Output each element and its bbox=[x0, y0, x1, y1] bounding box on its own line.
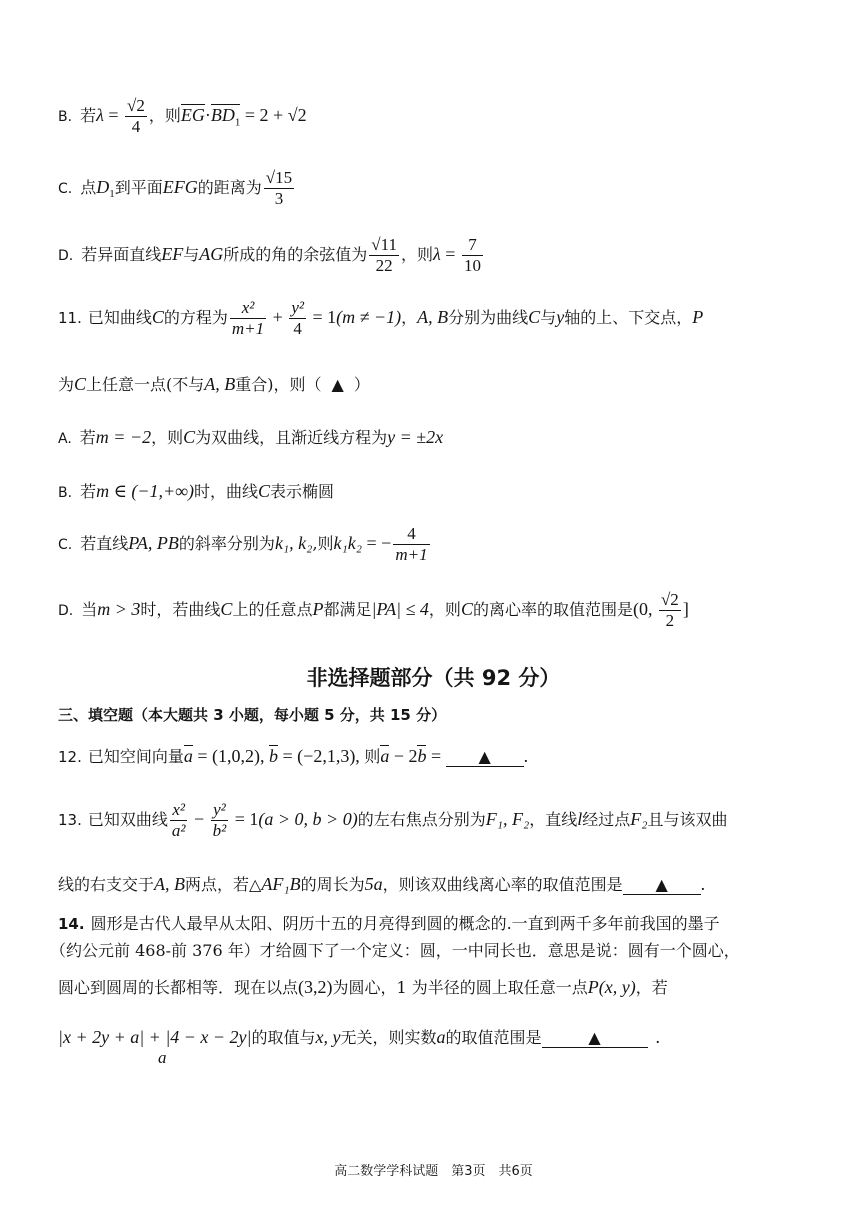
curve-c: C bbox=[74, 374, 87, 394]
q10-option-d bbox=[58, 235, 485, 276]
q14-line3 bbox=[58, 976, 668, 999]
math: k₁k₂ bbox=[333, 533, 363, 553]
text: 若直线 bbox=[80, 534, 129, 553]
subscript: 1 bbox=[109, 188, 115, 201]
text: ，则 bbox=[148, 106, 181, 125]
math: |PA| ≤ 4 bbox=[371, 599, 429, 619]
text: 轴的上、下交点， bbox=[564, 308, 693, 327]
q10-option-c bbox=[58, 168, 296, 209]
line-ef: EF bbox=[161, 244, 184, 264]
text: 为圆心，1 为半径的圆上取任意一点 bbox=[332, 978, 588, 997]
curve-c: C bbox=[151, 307, 164, 327]
text: 的取值范围是 bbox=[445, 1028, 542, 1047]
text: 的方程为 bbox=[163, 308, 228, 327]
center-point: (3,2) bbox=[298, 977, 333, 997]
text: ,则 bbox=[312, 534, 334, 553]
math: = (−2,1,3), bbox=[278, 746, 365, 766]
text: ，直线 bbox=[529, 810, 578, 829]
points-ab: A, B bbox=[204, 374, 236, 394]
text: ） bbox=[353, 375, 370, 394]
point-d: D bbox=[96, 177, 110, 197]
vector-a: a bbox=[380, 746, 390, 766]
vector-bd1 bbox=[210, 104, 241, 129]
option-label: B. bbox=[58, 109, 73, 125]
equals: = bbox=[426, 746, 446, 766]
text: ，则该双曲线离心率的取值范围是 bbox=[382, 875, 623, 894]
text: 已知双曲线 bbox=[87, 810, 168, 829]
line-l: l bbox=[577, 809, 583, 829]
numerator: √15 bbox=[265, 168, 293, 187]
text: 的左右焦点分别为 bbox=[357, 810, 486, 829]
text: 若 bbox=[80, 106, 97, 125]
text: 则 bbox=[364, 747, 381, 766]
numerator: y² bbox=[211, 800, 229, 821]
answer-blank: ▲ bbox=[446, 748, 524, 767]
curve-c: C bbox=[460, 599, 473, 619]
math: ] bbox=[682, 599, 689, 619]
equals: = bbox=[440, 244, 460, 264]
text: 所成的角的余弦值为 bbox=[223, 245, 368, 264]
numerator: √11 bbox=[371, 235, 397, 254]
q14-line2 bbox=[50, 940, 740, 962]
text: 若异面直线 bbox=[81, 245, 162, 264]
math: m ∈ (−1,+∞) bbox=[96, 481, 195, 501]
option-label: D. bbox=[58, 603, 74, 619]
point-p: P bbox=[692, 307, 704, 327]
question-number: 12. bbox=[58, 748, 82, 766]
vector-b: b bbox=[269, 746, 279, 766]
text: 的取值与 bbox=[251, 1028, 316, 1047]
fraction bbox=[170, 800, 188, 841]
q11-option-d bbox=[58, 590, 689, 631]
numerator: √2 bbox=[660, 590, 679, 609]
denominator: a² bbox=[171, 821, 186, 840]
q11-stem-line1 bbox=[58, 298, 703, 339]
q13-line1 bbox=[58, 800, 728, 841]
text: . bbox=[655, 1027, 661, 1047]
focus-f2: F₂ bbox=[630, 809, 648, 829]
q11-option-c bbox=[58, 524, 432, 565]
perimeter: 5a bbox=[364, 874, 383, 894]
text: ，则 bbox=[151, 428, 184, 447]
fraction bbox=[393, 524, 429, 565]
plus: + bbox=[268, 307, 288, 327]
q11-option-a bbox=[58, 426, 443, 450]
text: 分别为曲线 bbox=[448, 308, 529, 327]
text: 表示椭圆 bbox=[270, 482, 335, 501]
q13-line2 bbox=[58, 873, 705, 896]
points-ab: A, B bbox=[154, 874, 186, 894]
numerator: 7 bbox=[462, 235, 483, 256]
math: m > 3 bbox=[97, 599, 141, 619]
vector-a: a bbox=[183, 746, 193, 766]
q14-line4 bbox=[58, 1026, 660, 1049]
option-label: C. bbox=[58, 181, 73, 197]
fraction bbox=[230, 298, 266, 339]
subscript: 1 bbox=[234, 116, 241, 129]
curve-c: C bbox=[220, 599, 233, 619]
fraction bbox=[289, 298, 306, 339]
text: 圆形是古代人最早从太阳、阴历十五的月亮得到圆的概念的.一直到两千多年前我国的墨子 bbox=[90, 914, 720, 933]
denominator: 2 bbox=[665, 611, 675, 630]
var-a: a bbox=[436, 1027, 446, 1047]
numerator: 4 bbox=[393, 524, 429, 545]
text: 无关，则实数 bbox=[340, 1028, 437, 1047]
option-label: D. bbox=[58, 248, 74, 264]
fraction bbox=[211, 800, 229, 841]
fraction bbox=[462, 235, 483, 276]
math: PA, PB bbox=[128, 533, 179, 553]
text: 当 bbox=[81, 600, 98, 619]
text: 时，曲线 bbox=[194, 482, 259, 501]
y-axis: y bbox=[556, 307, 565, 327]
minus: − bbox=[189, 809, 209, 829]
lambda: λ bbox=[96, 105, 104, 125]
option-label: C. bbox=[58, 537, 73, 553]
stray-handwritten-a: a bbox=[158, 1048, 167, 1067]
text: 与 bbox=[540, 308, 557, 327]
text: 的离心率的取值范围是 bbox=[472, 600, 633, 619]
math: k₁, k₂ bbox=[274, 533, 313, 553]
condition: (m ≠ −1) bbox=[336, 307, 402, 327]
text: 已知空间向量 bbox=[87, 747, 184, 766]
text: 点 bbox=[80, 178, 97, 197]
equals: = 1 bbox=[230, 809, 259, 829]
answer-blank: ▲ bbox=[542, 1029, 648, 1048]
text: 若 bbox=[79, 428, 96, 447]
numerator: x² bbox=[230, 298, 266, 319]
text: 经过点 bbox=[582, 810, 631, 829]
curve-c: C bbox=[183, 427, 196, 447]
triangle: AF₁B bbox=[261, 874, 301, 894]
text: 都满足 bbox=[323, 600, 372, 619]
vector-eg: EG bbox=[180, 105, 205, 125]
question-number: 11. bbox=[58, 309, 82, 327]
equals: = 1 bbox=[307, 307, 337, 327]
text: . bbox=[523, 746, 529, 766]
denominator: 4 bbox=[293, 319, 302, 338]
fraction bbox=[125, 96, 147, 137]
text: 与 bbox=[183, 245, 200, 264]
math: = (1,0,2), bbox=[192, 746, 270, 766]
section-title: 非选择题部分（共 92 分） bbox=[306, 666, 561, 690]
text: 上任意一点(不与 bbox=[86, 375, 205, 394]
q11-stem-line2 bbox=[58, 373, 370, 396]
curve-c: C bbox=[258, 481, 271, 501]
plane-efg: EFG bbox=[162, 177, 198, 197]
vector-bd: BD bbox=[210, 105, 235, 125]
vector-b: b bbox=[417, 746, 427, 766]
text: （约公元前 468-前 376 年）才给圆下了一个定义：圆，一中同长也．意思是说：圆有一个圆心， bbox=[50, 941, 740, 960]
question-number: 13. bbox=[58, 811, 82, 829]
q12 bbox=[58, 745, 528, 768]
denominator: 10 bbox=[463, 256, 481, 275]
equals: = bbox=[103, 105, 124, 125]
math: (0, bbox=[632, 599, 657, 619]
denominator: b² bbox=[212, 821, 227, 840]
text: 为 bbox=[58, 375, 75, 394]
denominator: m+1 bbox=[395, 545, 428, 564]
text: 已知曲线 bbox=[87, 308, 152, 327]
text: 的周长为 bbox=[300, 875, 365, 894]
fraction bbox=[659, 590, 681, 631]
answer-blank-triangle: ▲ bbox=[331, 375, 344, 394]
text: 的斜率分别为 bbox=[178, 534, 275, 553]
text: 时，若曲线 bbox=[140, 600, 221, 619]
points-ab: A, B bbox=[417, 307, 449, 327]
vars-xy: x, y bbox=[315, 1027, 341, 1047]
text: 两点，若△ bbox=[185, 875, 262, 894]
equals: = − bbox=[362, 533, 392, 553]
text: ，若 bbox=[635, 978, 668, 997]
math: m = −2 bbox=[95, 427, 152, 447]
denominator: 4 bbox=[131, 117, 141, 136]
abs-expression: |x + 2y + a| + |4 − x − 2y| bbox=[58, 1027, 252, 1047]
text: 若 bbox=[80, 482, 97, 501]
point-p: P(x, y) bbox=[587, 977, 636, 997]
text: 的距离为 bbox=[197, 178, 262, 197]
curve-c: C bbox=[528, 307, 541, 327]
q11-option-b bbox=[58, 480, 334, 504]
fraction bbox=[264, 168, 294, 209]
question-number: 14. bbox=[58, 915, 85, 933]
text: ，则 bbox=[400, 245, 433, 264]
text: 线的右支交于 bbox=[58, 875, 155, 894]
line-ag: AG bbox=[199, 244, 224, 264]
text: 重合)，则（ bbox=[235, 375, 322, 394]
numerator: √2 bbox=[127, 96, 145, 115]
option-label: A. bbox=[58, 431, 72, 447]
page-footer: 高二数学学科试题 第3页 共6页 bbox=[334, 1164, 533, 1179]
rhs: = 2 + √2 bbox=[240, 105, 307, 125]
numerator: x² bbox=[170, 800, 188, 821]
q14-line1 bbox=[58, 913, 720, 935]
asymptote: y = ±2x bbox=[387, 427, 444, 447]
math: − 2 bbox=[389, 746, 418, 766]
text: 为双曲线，且渐近线方程为 bbox=[195, 428, 388, 447]
text: 到平面 bbox=[114, 178, 163, 197]
text: 圆心到圆周的长都相等．现在以点 bbox=[58, 978, 299, 997]
condition: (a > 0, b > 0) bbox=[258, 809, 358, 829]
option-label: B. bbox=[58, 485, 73, 501]
answer-blank: ▲ bbox=[623, 876, 701, 895]
text: 且与该双曲 bbox=[647, 810, 728, 829]
text: . bbox=[700, 874, 706, 894]
lambda: λ bbox=[433, 244, 441, 264]
foci: F₁, F₂ bbox=[485, 809, 530, 829]
dot: · bbox=[204, 105, 211, 125]
denominator: m+1 bbox=[231, 319, 265, 338]
fraction bbox=[369, 235, 399, 276]
text: ， bbox=[401, 308, 418, 327]
point-p: P bbox=[312, 599, 324, 619]
section-subhead: 三、填空题（本大题共 3 小题，每小题 5 分，共 15 分） bbox=[58, 706, 447, 724]
denominator: 3 bbox=[274, 189, 284, 208]
text: ，则 bbox=[428, 600, 461, 619]
q10-option-b bbox=[58, 96, 307, 138]
numerator: y² bbox=[291, 298, 304, 317]
text: 上的任意点 bbox=[232, 600, 313, 619]
denominator: 22 bbox=[375, 256, 393, 275]
